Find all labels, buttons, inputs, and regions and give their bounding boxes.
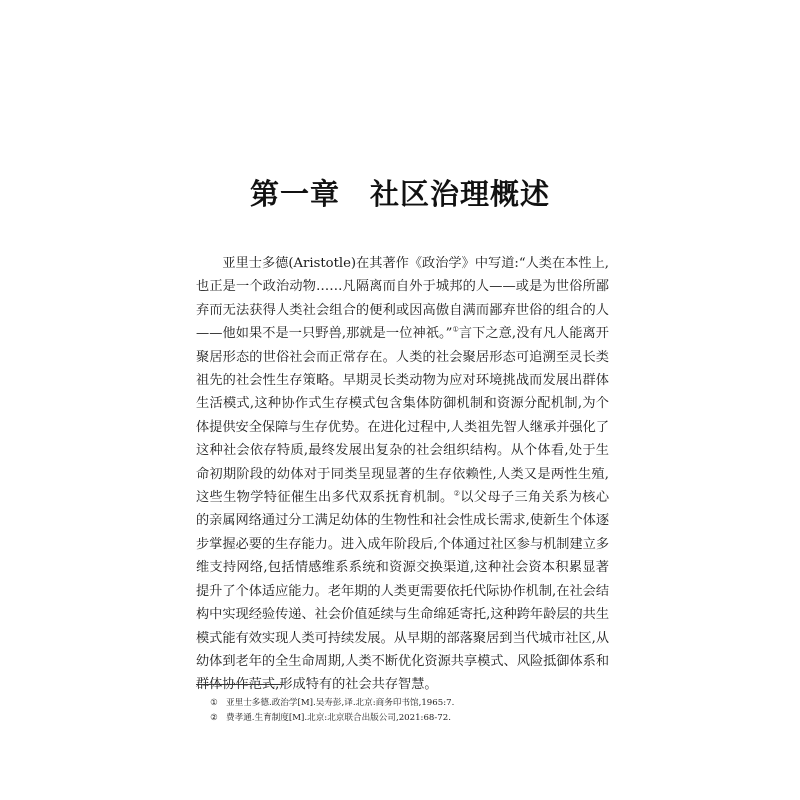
paragraph-segment-3: 以父母子三角关系为核心的亲属网络通过分工满足幼体的生物性和社会性成长需求,使新生个体逐步掌握必要的生存能力。进入成年阶段后,个体通过社区参与机制建立多维支持网络,包括情感维系系统和资源交换渠道,这种社会资本积累显著提升了个体适应能力。老年期的人类更需要依托代际协作机制,在社会结构中实现经验传递、社会价值延续与生命绵延寄托,这种跨年龄层的共生模式能有效实现人类可持续发展。从早期的部落聚居到当代城市社区,从幼体到老年的全生命周期,人类不断优化资源共享模式、风险抵御体系和群体协作范式,形成特有的社会共存智慧。	[196, 490, 610, 693]
footnote-2-mark: ②	[210, 713, 218, 723]
chapter-number: 第一章	[249, 177, 340, 211]
chapter-name: 社区治理概述	[370, 177, 551, 211]
chapter-title	[0, 172, 800, 213]
paragraph-segment-1: 亚里士多德(Aristotle)在其著作《政治学》中写道:“人类在本性上,也正是一个政治动物……凡隔离而自外于城邦的人——或是为世俗所鄙弃而无法获得人类社会组合的便利或因高傲自满而鄙弃世俗的组合的人——他如果不是一只野兽,那就是一位神祇。”	[196, 256, 609, 342]
footnotes	[196, 696, 609, 726]
footnote-ref-1[interactable]: ①	[452, 325, 459, 334]
footnote-1-mark: ①	[210, 698, 218, 708]
footnote-1	[196, 696, 609, 711]
footnote-divider	[196, 684, 284, 685]
footnote-2-text: 费孝通.生育制度[M].北京:北京联合出版公司,2021:68-72.	[226, 713, 451, 723]
body-paragraph	[196, 252, 609, 697]
footnote-1-text: 亚里士多德.政治学[M].吴寿彭,译.北京:商务印书馆,1965:7.	[226, 698, 455, 708]
paragraph-segment-2: 言下之意,没有凡人能离开聚居形态的世俗社会而正常存在。人类的社会聚居形态可追溯至灵长类祖先的社会性生存策略。早期灵长类动物为应对环境挑战而发展出群体生活模式,这种协作式生存模式包含集体防御机制和资源分配机制,为个体提供安全保障与生存优势。在进化过程中,人类祖先智人继承并强化了这种社会依存特质,最终发展出复杂的社会组织结构。从个体看,处于生命初期阶段的幼体对于同类呈现显著的生存依赖性,人类又是两性生殖,这些生物学特征催生出多代双系抚育机制。	[196, 326, 610, 506]
footnote-ref-2[interactable]: ②	[453, 489, 461, 498]
footnote-2	[196, 711, 609, 726]
